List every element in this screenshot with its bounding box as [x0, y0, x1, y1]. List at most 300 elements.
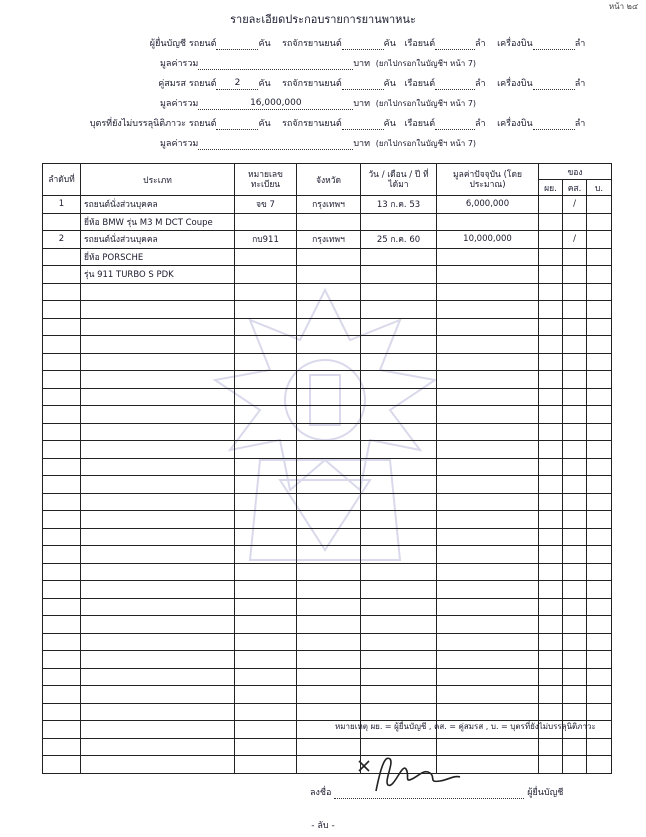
moto-count: [342, 78, 384, 90]
cell-ks: [563, 703, 587, 721]
header-owner-ks: คส.: [563, 180, 587, 196]
cell-b: [587, 651, 612, 669]
plane-label: เครื่องบิน: [497, 79, 533, 89]
cell-py: [539, 668, 563, 686]
cell-plate: [235, 406, 297, 424]
cell-province: [297, 441, 361, 459]
unit-kan: คัน: [258, 79, 271, 89]
cell-ks: [563, 301, 587, 319]
cell-date: [361, 213, 437, 231]
cell-date: [361, 581, 437, 599]
header-plate: หมายเลขทะเบียน: [235, 164, 297, 196]
plane-count: [533, 118, 575, 130]
unit-lam: ลำ: [475, 119, 486, 129]
table-row: [43, 301, 612, 319]
cell-plate: [235, 546, 297, 564]
cell-value: [437, 213, 539, 231]
cell-py: [539, 476, 563, 494]
table-row: [43, 441, 612, 459]
cell-date: [361, 266, 437, 284]
unit-lam: ลำ: [574, 79, 586, 89]
cell-date: [361, 668, 437, 686]
cell-date: [361, 318, 437, 336]
cell-py: [539, 651, 563, 669]
cell-date: [361, 651, 437, 669]
confidential-label: - ลับ -: [311, 821, 335, 831]
cell-type: [81, 528, 235, 546]
total-value: 16,000,000: [198, 98, 353, 110]
cell-py: [539, 511, 563, 529]
owner-line-1: [0, 36, 585, 50]
table-row: [43, 196, 612, 214]
cell-date: [361, 616, 437, 634]
table-row: [43, 546, 612, 564]
table-row: [43, 283, 612, 301]
cell-b: [587, 231, 612, 249]
boat-label: เรือยนต์: [404, 79, 436, 89]
moto-count: [342, 118, 384, 130]
cell-province: [297, 353, 361, 371]
cell-value: [437, 423, 539, 441]
cell-no: [43, 738, 81, 756]
cell-no: [43, 511, 81, 529]
cell-ks: [563, 423, 587, 441]
table-row: [43, 756, 612, 774]
cell-no: [43, 336, 81, 354]
cell-plate: [235, 686, 297, 704]
cell-type: [81, 756, 235, 774]
cell-py: [539, 686, 563, 704]
cell-plate: [235, 633, 297, 651]
owner-label: คู่สมรส: [158, 79, 186, 89]
cell-ks: [563, 406, 587, 424]
header-province: จังหวัด: [297, 164, 361, 196]
table-row: [43, 231, 612, 249]
owner-line-2: [0, 76, 585, 90]
cell-plate: [235, 353, 297, 371]
total-label: มูลค่ารวม: [160, 59, 199, 69]
signature-mark: [354, 751, 464, 796]
cell-py: [539, 458, 563, 476]
cell-no: [43, 388, 81, 406]
cell-b: [587, 406, 612, 424]
cell-no: [43, 616, 81, 634]
cell-py: [539, 266, 563, 284]
cell-date: [361, 388, 437, 406]
cell-py: [539, 633, 563, 651]
table-row: [43, 528, 612, 546]
cell-plate: [235, 598, 297, 616]
boat-label: เรือยนต์: [404, 39, 436, 49]
cell-value: [437, 301, 539, 319]
cell-type: [81, 353, 235, 371]
cell-plate: [235, 738, 297, 756]
cell-date: [361, 406, 437, 424]
table-row: [43, 266, 612, 284]
total-label: มูลค่ารวม: [160, 139, 199, 149]
cell-value: [437, 318, 539, 336]
table-row: [43, 581, 612, 599]
boat-label: เรือยนต์: [404, 119, 436, 129]
cell-type: [81, 318, 235, 336]
table-row: [43, 738, 612, 756]
cell-type: ยี่ห้อ BMW รุ่น M3 M DCT Coupe: [81, 213, 235, 231]
cell-plate: [235, 283, 297, 301]
table-row: [43, 336, 612, 354]
cell-value: 6,000,000: [437, 196, 539, 214]
cell-value: [437, 528, 539, 546]
cell-no: [43, 283, 81, 301]
cell-plate: กบ911: [235, 231, 297, 249]
cell-plate: [235, 616, 297, 634]
cell-value: [437, 703, 539, 721]
table-row: [43, 318, 612, 336]
cell-ks: /: [563, 196, 587, 214]
cell-py: [539, 546, 563, 564]
cell-no: [43, 581, 81, 599]
cell-date: [361, 283, 437, 301]
cell-plate: [235, 388, 297, 406]
cell-ks: [563, 651, 587, 669]
cell-ks: [563, 563, 587, 581]
cell-date: [361, 371, 437, 389]
cell-ks: [563, 493, 587, 511]
cell-date: [361, 441, 437, 459]
owner-line-3: [0, 116, 585, 130]
cell-province: [297, 301, 361, 319]
vehicle-table: [42, 163, 612, 774]
cell-plate: [235, 668, 297, 686]
cell-no: [43, 686, 81, 704]
cell-type: [81, 616, 235, 634]
cell-ks: [563, 441, 587, 459]
cell-value: [437, 406, 539, 424]
cell-province: [297, 283, 361, 301]
cell-plate: [235, 528, 297, 546]
cell-py: [539, 528, 563, 546]
table-row: [43, 616, 612, 634]
cell-province: [297, 598, 361, 616]
unit-kan: คัน: [383, 79, 396, 89]
cell-py: [539, 318, 563, 336]
table-row: [43, 371, 612, 389]
table-row: [43, 598, 612, 616]
boat-count: [435, 118, 475, 130]
page-number: หน้า ๒๔: [608, 2, 638, 11]
cell-value: [437, 476, 539, 494]
table-row: [43, 703, 612, 721]
cell-type: [81, 721, 235, 739]
cell-b: [587, 563, 612, 581]
cell-plate: [235, 756, 297, 774]
cell-b: [587, 756, 612, 774]
cell-date: [361, 423, 437, 441]
cell-date: 25 ก.ค. 60: [361, 231, 437, 249]
footnote: หมายเหตุ ผย. = ผู้ยื่นบัญชี , คส. = คู่สมรส , บ. = บุตรที่ยังไม่บรรลุนิติภาวะ: [335, 722, 596, 731]
cell-date: [361, 493, 437, 511]
cell-type: [81, 703, 235, 721]
cell-b: [587, 616, 612, 634]
cell-no: [43, 721, 81, 739]
cell-b: [587, 441, 612, 459]
cell-value: [437, 371, 539, 389]
cell-date: [361, 546, 437, 564]
cell-no: [43, 266, 81, 284]
cell-province: [297, 318, 361, 336]
car-count: [216, 118, 258, 130]
boat-count: [435, 78, 475, 90]
table-row: [43, 476, 612, 494]
cell-no: [43, 213, 81, 231]
moto-count: [342, 38, 384, 50]
cell-province: [297, 633, 361, 651]
cell-value: [437, 598, 539, 616]
header-date: วัน / เดือน / ปี ที่ได้มา: [361, 164, 437, 196]
cell-b: [587, 633, 612, 651]
moto-label: รถจักรยานยนต์: [282, 119, 342, 129]
cell-py: [539, 493, 563, 511]
cell-value: [437, 668, 539, 686]
car-count: [216, 38, 258, 50]
baht-label: บาท: [353, 59, 371, 69]
cell-py: [539, 616, 563, 634]
cell-value: [437, 616, 539, 634]
cell-date: [361, 686, 437, 704]
baht-label: บาท: [353, 99, 371, 109]
cell-py: [539, 336, 563, 354]
cell-plate: [235, 301, 297, 319]
plane-label: เครื่องบิน: [497, 119, 533, 129]
cell-b: [587, 493, 612, 511]
cell-plate: [235, 423, 297, 441]
cell-date: [361, 633, 437, 651]
cell-province: [297, 336, 361, 354]
cell-py: [539, 598, 563, 616]
cell-plate: [235, 318, 297, 336]
cell-value: [437, 686, 539, 704]
cell-value: [437, 651, 539, 669]
carry-note: (ยกไปกรอกในบัญชีฯ หน้า 7): [375, 59, 477, 68]
cell-plate: [235, 563, 297, 581]
carry-note: (ยกไปกรอกในบัญชีฯ หน้า 7): [375, 99, 477, 108]
cell-value: [437, 581, 539, 599]
page-title: รายละเอียดประกอบรายการยานพาหนะ: [230, 13, 416, 26]
cell-value: [437, 633, 539, 651]
table-row: [43, 686, 612, 704]
car-label: รถยนต์: [188, 39, 217, 49]
cell-type: [81, 563, 235, 581]
owner-total-line-2: [160, 96, 476, 110]
cell-ks: [563, 756, 587, 774]
cell-ks: [563, 476, 587, 494]
cell-type: [81, 371, 235, 389]
cell-ks: [563, 283, 587, 301]
table-row: [43, 248, 612, 266]
cell-province: [297, 423, 361, 441]
cell-py: [539, 213, 563, 231]
cell-province: กรุงเทพฯ: [297, 196, 361, 214]
cell-plate: [235, 493, 297, 511]
total-value: [198, 138, 353, 150]
cell-type: [81, 406, 235, 424]
cell-date: [361, 301, 437, 319]
cell-value: [437, 546, 539, 564]
cell-date: 13 ก.ค. 53: [361, 196, 437, 214]
table-row: [43, 633, 612, 651]
cell-type: [81, 388, 235, 406]
cell-no: [43, 651, 81, 669]
cell-value: [437, 493, 539, 511]
car-label: รถยนต์: [188, 79, 217, 89]
unit-kan: คัน: [383, 39, 396, 49]
cell-value: [437, 563, 539, 581]
cell-plate: [235, 651, 297, 669]
cell-ks: [563, 353, 587, 371]
cell-b: [587, 423, 612, 441]
cell-date: [361, 703, 437, 721]
cell-province: [297, 248, 361, 266]
cell-no: [43, 301, 81, 319]
baht-label: บาท: [353, 139, 371, 149]
cell-date: [361, 353, 437, 371]
cell-plate: [235, 213, 297, 231]
cell-province: [297, 493, 361, 511]
cell-type: [81, 283, 235, 301]
cell-province: [297, 511, 361, 529]
cell-b: [587, 703, 612, 721]
cell-no: [43, 493, 81, 511]
cell-province: [297, 546, 361, 564]
carry-note: (ยกไปกรอกในบัญชีฯ หน้า 7): [375, 139, 477, 148]
cell-type: [81, 581, 235, 599]
cell-type: [81, 458, 235, 476]
cell-date: [361, 528, 437, 546]
header-no: ลำดับที่: [43, 164, 81, 196]
cell-plate: [235, 371, 297, 389]
cell-b: [587, 511, 612, 529]
signature-line: [310, 785, 563, 799]
cell-ks: [563, 248, 587, 266]
cell-no: [43, 248, 81, 266]
cell-py: [539, 388, 563, 406]
cell-no: [43, 318, 81, 336]
cell-plate: [235, 511, 297, 529]
cell-no: [43, 563, 81, 581]
cell-py: [539, 301, 563, 319]
cell-b: [587, 213, 612, 231]
cell-type: [81, 493, 235, 511]
cell-plate: [235, 721, 297, 739]
cell-ks: [563, 318, 587, 336]
cell-no: [43, 441, 81, 459]
cell-ks: /: [563, 231, 587, 249]
cell-province: [297, 581, 361, 599]
cell-province: [297, 563, 361, 581]
cell-plate: [235, 336, 297, 354]
cell-type: [81, 651, 235, 669]
cell-b: [587, 738, 612, 756]
owner-label: ผู้ยื่นบัญชี: [149, 39, 186, 49]
cell-no: [43, 703, 81, 721]
car-count: 2: [216, 78, 258, 90]
cell-value: [437, 353, 539, 371]
cell-ks: [563, 458, 587, 476]
cell-plate: [235, 476, 297, 494]
cell-plate: [235, 441, 297, 459]
cell-province: [297, 458, 361, 476]
cell-b: [587, 476, 612, 494]
cell-type: [81, 441, 235, 459]
cell-ks: [563, 511, 587, 529]
cell-value: [437, 441, 539, 459]
cell-py: [539, 703, 563, 721]
cell-date: [361, 511, 437, 529]
cell-b: [587, 353, 612, 371]
cell-type: รุ่น 911 TURBO S PDK: [81, 266, 235, 284]
cell-date: [361, 336, 437, 354]
cell-plate: จข 7: [235, 196, 297, 214]
cell-py: [539, 283, 563, 301]
cell-py: [539, 756, 563, 774]
cell-province: [297, 756, 361, 774]
cell-no: 1: [43, 196, 81, 214]
cell-b: [587, 283, 612, 301]
cell-no: [43, 633, 81, 651]
unit-lam: ลำ: [574, 119, 586, 129]
cell-type: [81, 598, 235, 616]
cell-b: [587, 598, 612, 616]
cell-no: [43, 598, 81, 616]
cell-type: [81, 423, 235, 441]
cell-py: [539, 248, 563, 266]
sign-role: ผู้ยื่นบัญชี: [527, 788, 564, 798]
cell-province: [297, 371, 361, 389]
table-row: [43, 353, 612, 371]
cell-value: [437, 266, 539, 284]
cell-b: [587, 266, 612, 284]
cell-plate: [235, 266, 297, 284]
cell-province: [297, 388, 361, 406]
boat-count: [435, 38, 475, 50]
sign-label: ลงชื่อ: [310, 788, 332, 798]
cell-ks: [563, 633, 587, 651]
cell-type: [81, 686, 235, 704]
unit-lam: ลำ: [574, 39, 586, 49]
cell-value: 10,000,000: [437, 231, 539, 249]
cell-plate: [235, 248, 297, 266]
header-owner-b: บ.: [587, 180, 612, 196]
cell-value: [437, 248, 539, 266]
cell-b: [587, 581, 612, 599]
table-row: [43, 668, 612, 686]
cell-plate: [235, 458, 297, 476]
cell-ks: [563, 668, 587, 686]
cell-ks: [563, 371, 587, 389]
unit-kan: คัน: [383, 119, 396, 129]
cell-ks: [563, 598, 587, 616]
table-row: [43, 406, 612, 424]
unit-kan: คัน: [258, 39, 271, 49]
header-type: ประเภท: [81, 164, 235, 196]
cell-b: [587, 528, 612, 546]
cell-value: [437, 511, 539, 529]
cell-py: [539, 423, 563, 441]
cell-province: [297, 476, 361, 494]
cell-py: [539, 738, 563, 756]
cell-date: [361, 476, 437, 494]
table-row: [43, 511, 612, 529]
header-owner-py: ผย.: [539, 180, 563, 196]
